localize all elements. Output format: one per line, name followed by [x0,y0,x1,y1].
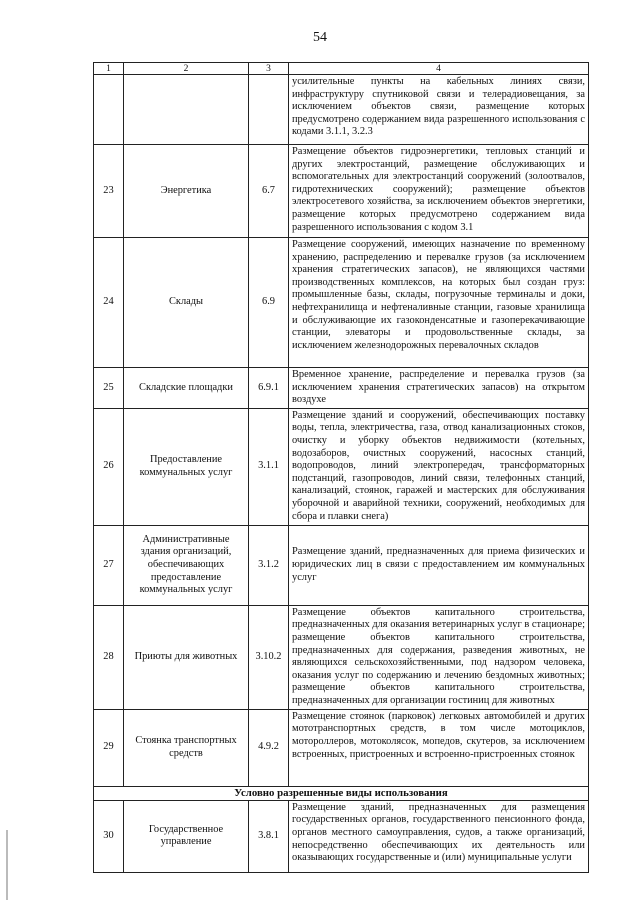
row-name: Склады [124,238,249,368]
row-number: 25 [94,368,124,409]
row-code: 4.9.2 [249,709,289,786]
table-row [94,800,589,872]
row-description: Размещение зданий, предназначенных для приема физических и юридических лиц в связи с предоставлением им коммунальных услуг [289,525,589,605]
table-row [94,145,589,238]
continuation-row [94,75,589,145]
row-number [94,75,124,145]
row-description: Размещение объектов капитального строительства, предназначенных для оказания ветеринарных услуг в стационаре; размещение объектов капитального строительства, предназначенных для содержания, разведения животных, не являющихся сельскохозяйственными, под надзором человека, оказания услуг по содержанию и лечению бездомных животных; размещение объектов капитального строительства, предназначенных для организации гостиниц для животных [289,605,589,709]
row-description: усилительные пункты на кабельных линиях связи, инфраструктуру спутниковой связи и телерадиовещания, за исключением объектов связи, размещение которых предусмотрено содержанием вида разрешенного использования с кодами 3.1.1, 3.2.3 [289,75,589,145]
row-name: Государственное управление [124,800,249,872]
row-number: 27 [94,525,124,605]
row-name [124,75,249,145]
table-row [94,368,589,409]
land-use-table [93,62,589,873]
row-code: 3.10.2 [249,605,289,709]
row-name: Энергетика [124,145,249,238]
section-title: Условно разрешенные виды использования [94,786,589,800]
header-col-1: 1 [94,63,124,75]
header-col-4: 4 [289,63,589,75]
row-name: Предоставление коммунальных услуг [124,408,249,525]
row-number: 30 [94,800,124,872]
row-number: 26 [94,408,124,525]
row-code: 6.9 [249,238,289,368]
table-row [94,605,589,709]
header-col-2: 2 [124,63,249,75]
row-description: Временное хранение, распределение и перевалка грузов (за исключением хранения стратегических запасов) на открытом воздухе [289,368,589,409]
table-row [94,238,589,368]
row-description: Размещение объектов гидроэнергетики, тепловых станций и других электростанций, размещение обслуживающих и вспомогательных для электростанций сооружений (золоотвалов, гидротехнических сооружений); размещение объектов электросетевого хозяйства, за исключением объектов энергетики, размещение которых предусмотрено содержанием вида разрешенного использования с кодом 3.1 [289,145,589,238]
row-description: Размещение сооружений, имеющих назначение по временному хранению, распределению и перевалке грузов (за исключением хранения стратегических запасов), не являющихся частями производственных комплексов, на которых был создан груз: промышленные базы, склады, погрузочные терминалы и доки, нефтехранилища и нефтеналивные станции, газовые хранилища и обслуживающие их газоконденсатные и газоперекачивающие станции, элеваторы и продовольственные склады, за исключением железнодорожных перевалочных складов [289,238,589,368]
section-row [94,786,589,800]
row-description: Размещение зданий и сооружений, обеспечивающих поставку воды, тепла, электричества, газа, отвод канализационных стоков, очистку и уборку объектов недвижимости (котельных, водозаборов, очистных сооружений, насосных станций, водопроводов, линий электропередач, трансформаторных подстанций, газопроводов, линий связи, телефонных станций, канализаций, стоянок, гаражей и мастерских для обслуживания уборочной и аварийной техники, сооружений, необходимых для сбора и плавки снега) [289,408,589,525]
row-name: Приюты для животных [124,605,249,709]
table-row [94,408,589,525]
row-name: Складские площадки [124,368,249,409]
header-col-3: 3 [249,63,289,75]
row-number: 29 [94,709,124,786]
row-number: 28 [94,605,124,709]
row-number: 24 [94,238,124,368]
header-row [94,63,589,75]
row-code: 6.9.1 [249,368,289,409]
row-code: 3.1.1 [249,408,289,525]
row-name: Административные здания организаций, обеспечивающих предоставление коммунальных услуг [124,525,249,605]
table-row [94,709,589,786]
page-number: 54 [313,30,327,45]
row-code: 3.1.2 [249,525,289,605]
row-description: Размещение зданий, предназначенных для размещения государственных органов, государственного пенсионного фонда, органов местного самоуправления, судов, а также организаций, непосредственно обеспечивающих их деятельность или оказывающих государственные и (или) муниципальные услуги [289,800,589,872]
row-code [249,75,289,145]
table-row [94,525,589,605]
row-description: Размещение стоянок (парковок) легковых автомобилей и других мототранспортных средств, в том числе мотоциклов, мотороллеров, мотоколясок, мопедов, скутеров, за исключением встроенных, пристроенных и встроенно-пристроенных стоянок [289,709,589,786]
row-name: Стоянка транспортных средств [124,709,249,786]
scan-margin-mark [6,830,8,900]
row-code: 3.8.1 [249,800,289,872]
row-number: 23 [94,145,124,238]
row-code: 6.7 [249,145,289,238]
